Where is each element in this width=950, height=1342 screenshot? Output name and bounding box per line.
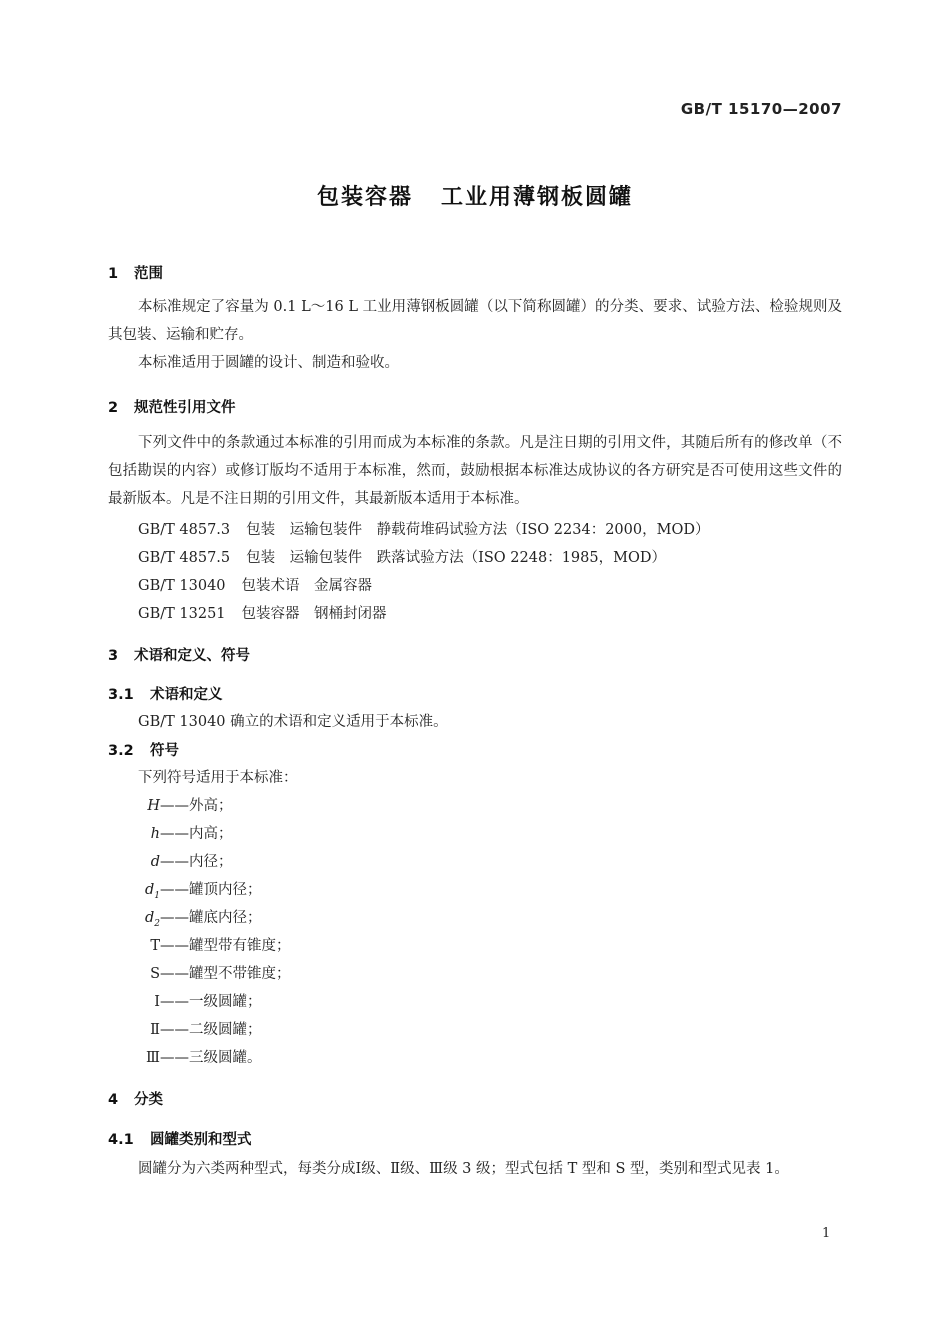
reference-code: GB/T 4857.5 — [138, 550, 231, 566]
reference-title: 包装 运输包装件 静载荷堆码试验方法（ISO 2234：2000，MOD） — [246, 522, 710, 538]
subsection-title: 符号 — [150, 743, 179, 759]
reference-code: GB/T 4857.3 — [138, 522, 231, 538]
symbols-intro: 下列符号适用于本标准： — [138, 770, 298, 786]
symbol: Ⅰ — [154, 994, 160, 1010]
symbol-description: ——内高； — [160, 826, 233, 842]
symbol-description: ——罐底内径； — [160, 910, 262, 926]
symbol — [138, 910, 160, 929]
symbol-entry — [138, 934, 291, 955]
symbol-entry — [138, 822, 233, 843]
symbol: S — [150, 966, 160, 982]
symbol: H — [147, 798, 160, 814]
title-part1: 包装容器 — [316, 185, 413, 210]
symbol-entry — [138, 962, 291, 983]
reference-title: 包装术语 金属容器 — [241, 578, 373, 594]
symbol — [138, 882, 160, 901]
subsection-number: 3.1 — [108, 687, 134, 703]
section-3-heading — [108, 644, 250, 665]
symbol-base: d — [144, 882, 155, 898]
symbol-entry — [138, 906, 262, 929]
symbol-entry — [138, 794, 233, 815]
symbol-description: ——罐型不带锥度； — [160, 966, 291, 982]
symbol-subscript: 2 — [154, 918, 160, 929]
reference-title: 包装 运输包装件 跌落试验方法（ISO 2248：1985，MOD） — [246, 550, 666, 566]
section-title: 分类 — [134, 1092, 163, 1108]
reference-code: GB/T 13040 — [138, 578, 226, 594]
section-2-heading — [108, 396, 236, 417]
subsection-title: 术语和定义 — [150, 687, 223, 703]
standard-number: GB/T 15170—2007 — [680, 100, 842, 118]
subsection-4-1-heading — [108, 1128, 252, 1149]
symbol-entry — [138, 878, 262, 901]
subsection-title: 圆罐类别和型式 — [150, 1132, 252, 1148]
symbol-subscript: 1 — [154, 890, 160, 901]
section-title: 规范性引用文件 — [134, 400, 236, 416]
symbol-description: ——一级圆罐； — [160, 994, 262, 1010]
title-part2: 工业用薄钢板圆罐 — [441, 185, 634, 210]
subsection-3-1-text: GB/T 13040 确立的术语和定义适用于本标准。 — [138, 714, 448, 730]
symbol: Ⅲ — [146, 1050, 160, 1066]
page-number: 1 — [822, 1226, 831, 1241]
symbol-description: ——外高； — [160, 798, 233, 814]
document-title — [0, 180, 950, 211]
symbol-description: ——罐型带有锥度； — [160, 938, 291, 954]
normative-reference — [138, 602, 387, 623]
section-number: 1 — [108, 266, 119, 282]
section-2-paragraph: 下列文件中的条款通过本标准的引用而成为本标准的条款。凡是注日期的引用文件，其随后所有的修改单（不包括勘误的内容）或修订版均不适用于本标准，然而，鼓励根据本标准达成协议的各方研究是否可使用这些文件的最新版本。凡是不注日期的引用文件，其最新版本适用于本标准。 — [108, 435, 842, 507]
section-title: 范围 — [134, 266, 163, 282]
symbol: h — [150, 826, 160, 842]
symbol-description: ——内径； — [160, 854, 233, 870]
symbol-description: ——三级圆罐。 — [160, 1050, 262, 1066]
symbol: T — [150, 938, 160, 954]
section-title: 术语和定义、符号 — [134, 648, 250, 664]
symbol-description: ——二级圆罐； — [160, 1022, 262, 1038]
normative-reference — [138, 518, 709, 539]
symbol-entry — [138, 990, 262, 1011]
symbol-entry — [138, 1018, 262, 1039]
normative-reference — [138, 546, 666, 567]
section-1-heading — [108, 262, 163, 283]
subsection-number: 4.1 — [108, 1132, 134, 1148]
section-number: 2 — [108, 400, 119, 416]
symbol-base: d — [144, 910, 155, 926]
section-1-paragraph-1: 本标准规定了容量为 0.1 L～16 L 工业用薄钢板圆罐（以下简称圆罐）的分类、要求、试验方法、检验规则及其包装、运输和贮存。 — [108, 299, 842, 343]
section-4-heading — [108, 1088, 163, 1109]
section-number: 3 — [108, 648, 119, 664]
symbol-description: ——罐顶内径； — [160, 882, 262, 898]
subsection-4-1-text: 圆罐分为六类两种型式，每类分成Ⅰ级、Ⅱ级、Ⅲ级 3 级；型式包括 T 型和 S 型，类别和型式见表 1。 — [138, 1161, 789, 1177]
symbol: Ⅱ — [150, 1022, 160, 1038]
normative-reference — [138, 574, 372, 595]
reference-title: 包装容器 钢桶封闭器 — [241, 606, 387, 622]
subsection-3-2-heading — [108, 739, 179, 760]
section-number: 4 — [108, 1092, 119, 1108]
symbol-entry — [138, 850, 233, 871]
symbol-entry — [138, 1046, 262, 1067]
subsection-number: 3.2 — [108, 743, 134, 759]
symbol: d — [150, 854, 160, 870]
reference-code: GB/T 13251 — [138, 606, 226, 622]
subsection-3-1-heading — [108, 683, 223, 704]
section-1-paragraph-2: 本标准适用于圆罐的设计、制造和验收。 — [138, 355, 399, 371]
